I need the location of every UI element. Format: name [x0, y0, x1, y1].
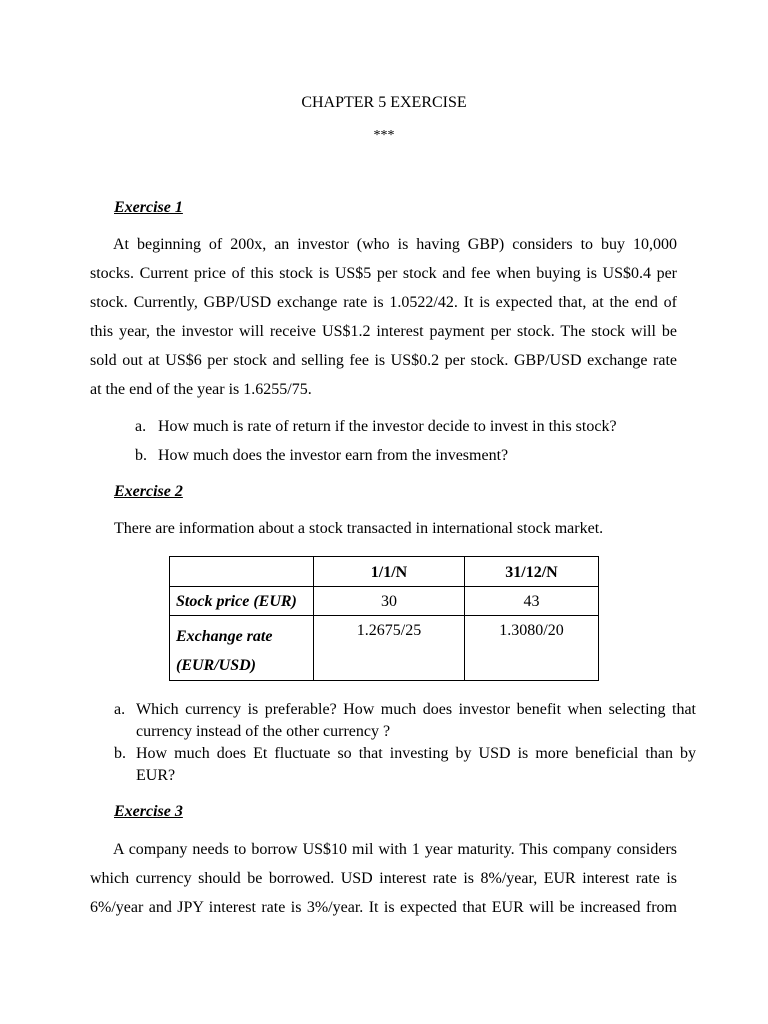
table-header-cell: 31/12/N — [465, 557, 599, 587]
paragraph-line: stock. Currently, GBP/USD exchange rate is 1.0522/42. It is expected that, at the end of — [90, 294, 677, 311]
table-cell: 30 — [314, 587, 465, 616]
paragraph-line: at the end of the year is 1.6255/75. — [90, 381, 312, 398]
row-label: Stock price (EUR) — [170, 587, 314, 616]
list-marker: a. — [135, 418, 147, 435]
exercise-2-heading: Exercise 2 — [114, 483, 183, 500]
stock-data-table — [169, 556, 599, 681]
exercise-2-question-a — [114, 699, 696, 743]
title-separator: *** — [373, 128, 395, 143]
exercise-2-intro: There are information about a stock transacted in international stock market. — [114, 520, 604, 537]
table-header-cell: 1/1/N — [314, 557, 465, 587]
question-text: Which currency is preferable? How much does investor benefit when selecting that currency instead of the other currency ? — [136, 701, 696, 740]
exercise-1-question-a — [135, 412, 617, 441]
exercise-3-paragraph — [90, 835, 677, 922]
list-marker: b. — [114, 745, 126, 762]
paragraph-line: stocks. Current price of this stock is US$5 per stock and fee when buying is US$0.4 per — [90, 265, 677, 282]
table-row — [170, 587, 599, 616]
paragraph-line: which currency should be borrowed. USD interest rate is 8%/year, EUR interest rate is — [90, 870, 677, 887]
exercise-1-heading: Exercise 1 — [114, 199, 183, 216]
question-text: How much does the investor earn from the invesment? — [158, 447, 509, 464]
question-text: How much does Et fluctuate so that investing by USD is more beneficial than by EUR? — [136, 745, 696, 784]
table-header-cell — [170, 557, 314, 587]
paragraph-line: this year, the investor will receive US$1.2 interest payment per stock. The stock will be — [90, 323, 677, 340]
paragraph-line: sold out at US$6 per stock and selling fee is US$0.2 per stock. GBP/USD exchange rate — [90, 352, 677, 369]
table-cell: 43 — [465, 587, 599, 616]
table-row — [170, 616, 599, 681]
list-marker: a. — [114, 701, 126, 718]
exercise-2-question-b — [114, 743, 696, 787]
paragraph-line: 6%/year and JPY interest rate is 3%/year. It is expected that EUR will be increased from — [90, 899, 677, 916]
table-header-row — [170, 557, 599, 587]
table-cell: 1.2675/25 — [314, 616, 465, 681]
table-cell: 1.3080/20 — [465, 616, 599, 681]
question-text: How much is rate of return if the investor decide to invest in this stock? — [158, 418, 617, 435]
paragraph-line: A company needs to borrow US$10 mil with 1 year maturity. This company considers — [113, 841, 677, 858]
exercise-1-paragraph — [90, 230, 677, 404]
exercise-3-heading: Exercise 3 — [114, 803, 183, 820]
row-label: Exchange rate (EUR/USD) — [170, 616, 314, 681]
list-marker: b. — [135, 447, 147, 464]
page-title: CHAPTER 5 EXERCISE — [301, 94, 467, 111]
exercise-1-question-b — [135, 441, 508, 470]
paragraph-line: At beginning of 200x, an investor (who is having GBP) considers to buy 10,000 — [113, 236, 677, 253]
